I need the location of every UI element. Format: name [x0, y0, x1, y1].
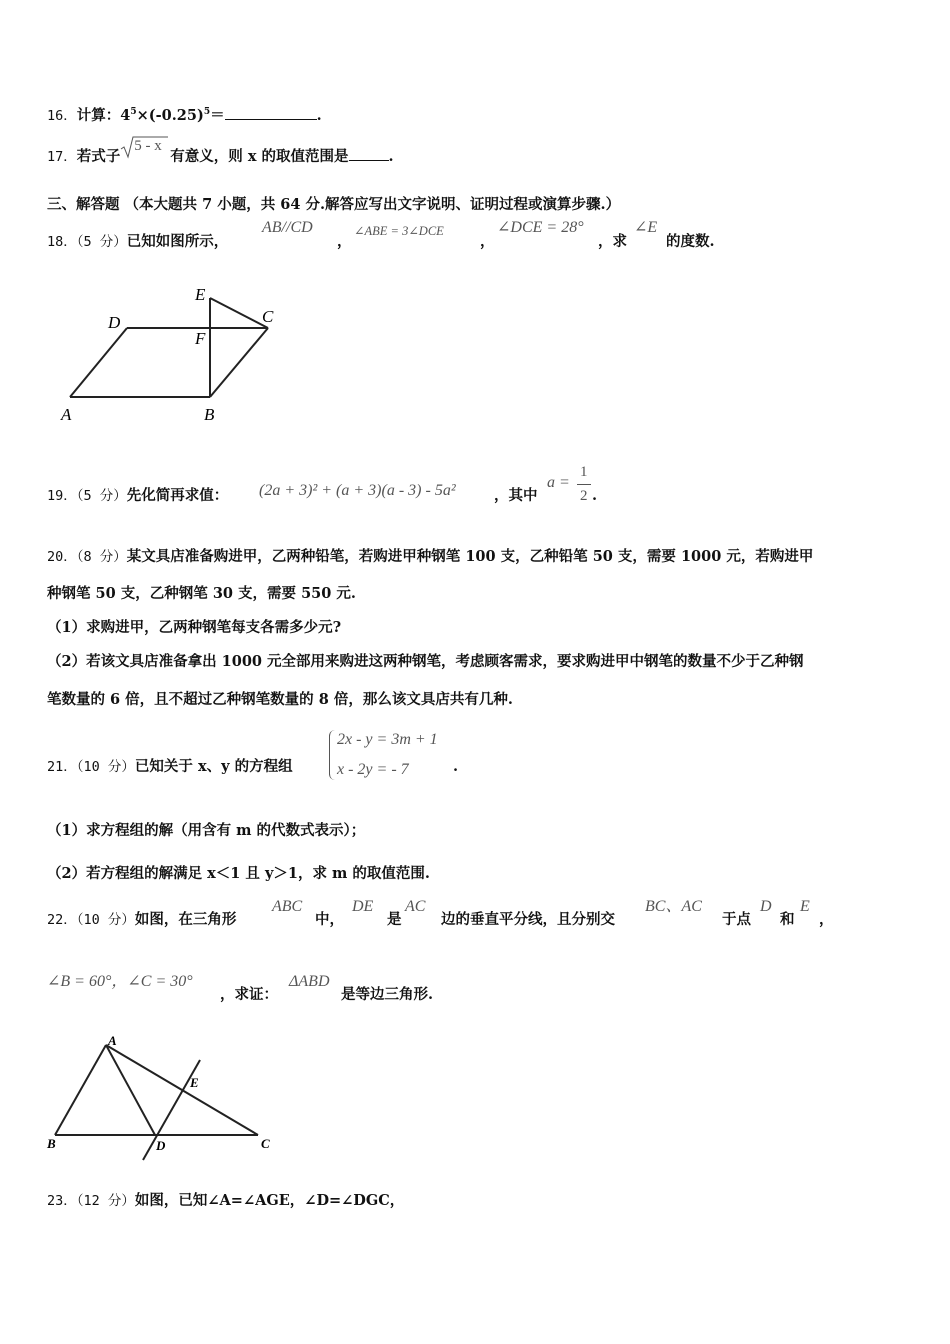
q20-part-2a: （2）若该文具店准备拿出 1000 元全部用来购进这两种钢笔，考虑顾客需求，要求购进甲中钢笔的数量不少于乙种钢	[47, 653, 804, 670]
question-number: 18．	[47, 234, 77, 250]
q22-text-7: ，	[819, 911, 834, 928]
q16-equals: ＝	[210, 106, 225, 124]
q17-pre: 若式子	[76, 148, 121, 165]
q22-text-2: 中，	[315, 911, 344, 928]
q23-text: 如图，已知∠A=∠AGE，∠D=∠DGC，	[134, 1192, 405, 1209]
q18-expr-parallel: AB//CD	[262, 219, 313, 236]
label-d: D	[156, 1138, 166, 1153]
question-19	[47, 464, 598, 506]
question-number: 20．	[47, 549, 77, 565]
q22-point-e: E	[800, 898, 810, 915]
figure-lines	[70, 298, 268, 397]
question-number: 22．	[47, 912, 77, 928]
q22-text-1: 如图，在三角形	[134, 911, 237, 928]
q22-text-3: 是	[387, 911, 402, 928]
equation-brace	[329, 730, 335, 780]
q21-equation-1: 2x - y = 3m + 1	[337, 731, 438, 748]
q22-text-8: ，求证：	[220, 986, 278, 1003]
label-f: F	[195, 329, 206, 348]
q21-part-1: （1）求方程组的解（用含有 m 的代数式表示）；	[47, 822, 366, 839]
question-number: 23．	[47, 1193, 77, 1209]
question-20	[47, 547, 813, 567]
q21-text-1: 已知关于 x、y 的方程组	[134, 758, 293, 775]
q16-mid: ×(-0.25)	[136, 106, 204, 124]
q20-line-2: 种钢笔 50 支，乙种钢笔 30 支，需要 550 元.	[47, 585, 356, 602]
q19-text-2: ，其中	[494, 487, 538, 504]
question-score: （12 分）	[76, 1193, 135, 1209]
q19-expression: (2a + 3)² + (a + 3)(a - 3) - 5a²	[259, 482, 456, 499]
sqrt-expression	[120, 138, 170, 166]
q16-exponent-2: 5	[203, 107, 211, 117]
label-a: A	[108, 1033, 117, 1048]
question-21	[47, 731, 459, 778]
sqrt-radicand: 5 - x	[134, 138, 162, 154]
q21-part-2: （2）若方程组的解满足 x＜1 且 y＞1，求 m 的取值范围.	[47, 865, 430, 882]
q16-end: .	[316, 106, 322, 124]
question-score: （10 分）	[76, 912, 135, 928]
answer-blank[interactable]	[225, 105, 317, 120]
q17-end: .	[388, 148, 394, 165]
q16-exponent-1: 5	[130, 107, 137, 117]
q18-expr-angle-e: ∠E	[634, 219, 658, 236]
figure-triangle	[40, 1030, 280, 1170]
q19-fraction-numerator: 1	[580, 464, 588, 480]
label-d: D	[108, 313, 121, 332]
label-b: B	[47, 1136, 56, 1151]
question-number: 19．	[47, 488, 77, 504]
question-score: （5 分）	[76, 488, 127, 504]
q18-expr-angle-value: ∠DCE = 28°	[497, 219, 584, 236]
question-number: 17．	[47, 149, 77, 165]
q22-line-de: DE	[352, 898, 374, 915]
question-number: 21．	[47, 759, 77, 775]
q22-sides-bc-ac: BC、AC	[645, 898, 702, 915]
segment-ab	[55, 1045, 106, 1135]
question-17	[47, 138, 394, 167]
segment-ec	[210, 298, 268, 328]
label-c: C	[262, 307, 274, 326]
question-number: 16．	[47, 107, 77, 124]
q18-sep-1: ，	[337, 233, 352, 250]
q21-equation-2: x - 2y = - 7	[337, 761, 409, 778]
q22-angle-values: ∠B = 60°，∠C = 30°	[47, 973, 193, 990]
section-title: 三、解答题 （本大题共 7 小题，共 64 分.解答应写出文字说明、证明过程或演算步骤.）	[47, 196, 621, 213]
q19-fraction-denominator: 2	[580, 488, 588, 504]
q20-part-1: （1）求购进甲，乙两种钢笔每支各需多少元?	[47, 619, 342, 636]
label-a: A	[61, 405, 72, 424]
segment-ad	[70, 328, 127, 397]
question-22	[47, 898, 834, 930]
q20-part-2b: 笔数量的 6 倍，且不超过乙种钢笔数量的 8 倍，那么该文具店共有几种.	[47, 691, 513, 708]
q22-side-ac: AC	[405, 898, 426, 915]
q22-triangle-abc: ABC	[272, 898, 303, 915]
question-score: （8 分）	[76, 549, 127, 565]
q20-line-1: 某文具店准备购进甲，乙两种铅笔，若购进甲种钢笔 100 支，乙种铅笔 50 支，需要 1000 元，若购进甲	[126, 548, 814, 565]
segment-bc	[210, 328, 268, 397]
q18-text-2: ，求	[598, 233, 627, 250]
q21-end: .	[453, 758, 459, 775]
q17-post: 有意义，则 x 的取值范围是	[170, 148, 349, 165]
question-score: （5 分）	[76, 234, 127, 250]
label-e: E	[190, 1075, 199, 1090]
question-16	[47, 102, 322, 126]
q22-text-9: 是等边三角形.	[341, 986, 434, 1003]
q16-text: 计算：4	[76, 106, 131, 124]
q18-sep-2: ，	[480, 233, 495, 250]
q18-expr-angle-relation: ∠ABE = 3∠DCE	[354, 224, 444, 238]
q22-text-5: 于点	[722, 911, 751, 928]
q19-variable: a =	[547, 474, 570, 491]
figure-parallelogram	[55, 280, 295, 430]
label-c: C	[261, 1136, 270, 1151]
question-18	[47, 219, 715, 252]
answer-blank[interactable]	[349, 146, 389, 161]
label-e: E	[195, 285, 206, 304]
q22-text-6: 和	[780, 911, 795, 928]
q22-point-d: D	[760, 898, 772, 915]
label-b: B	[204, 405, 215, 424]
question-23	[47, 1191, 404, 1211]
q22-text-4: 边的垂直平分线，且分别交	[441, 911, 615, 928]
q19-end: .	[592, 487, 598, 504]
q19-text-1: 先化简再求值：	[126, 487, 229, 504]
q18-text-1: 已知如图所示，	[126, 233, 229, 250]
q19-fraction-bar	[577, 484, 591, 485]
q18-text-3: 的度数.	[666, 233, 715, 250]
question-score: （10 分）	[76, 759, 135, 775]
q22-triangle-abd: ΔABD	[289, 973, 330, 990]
